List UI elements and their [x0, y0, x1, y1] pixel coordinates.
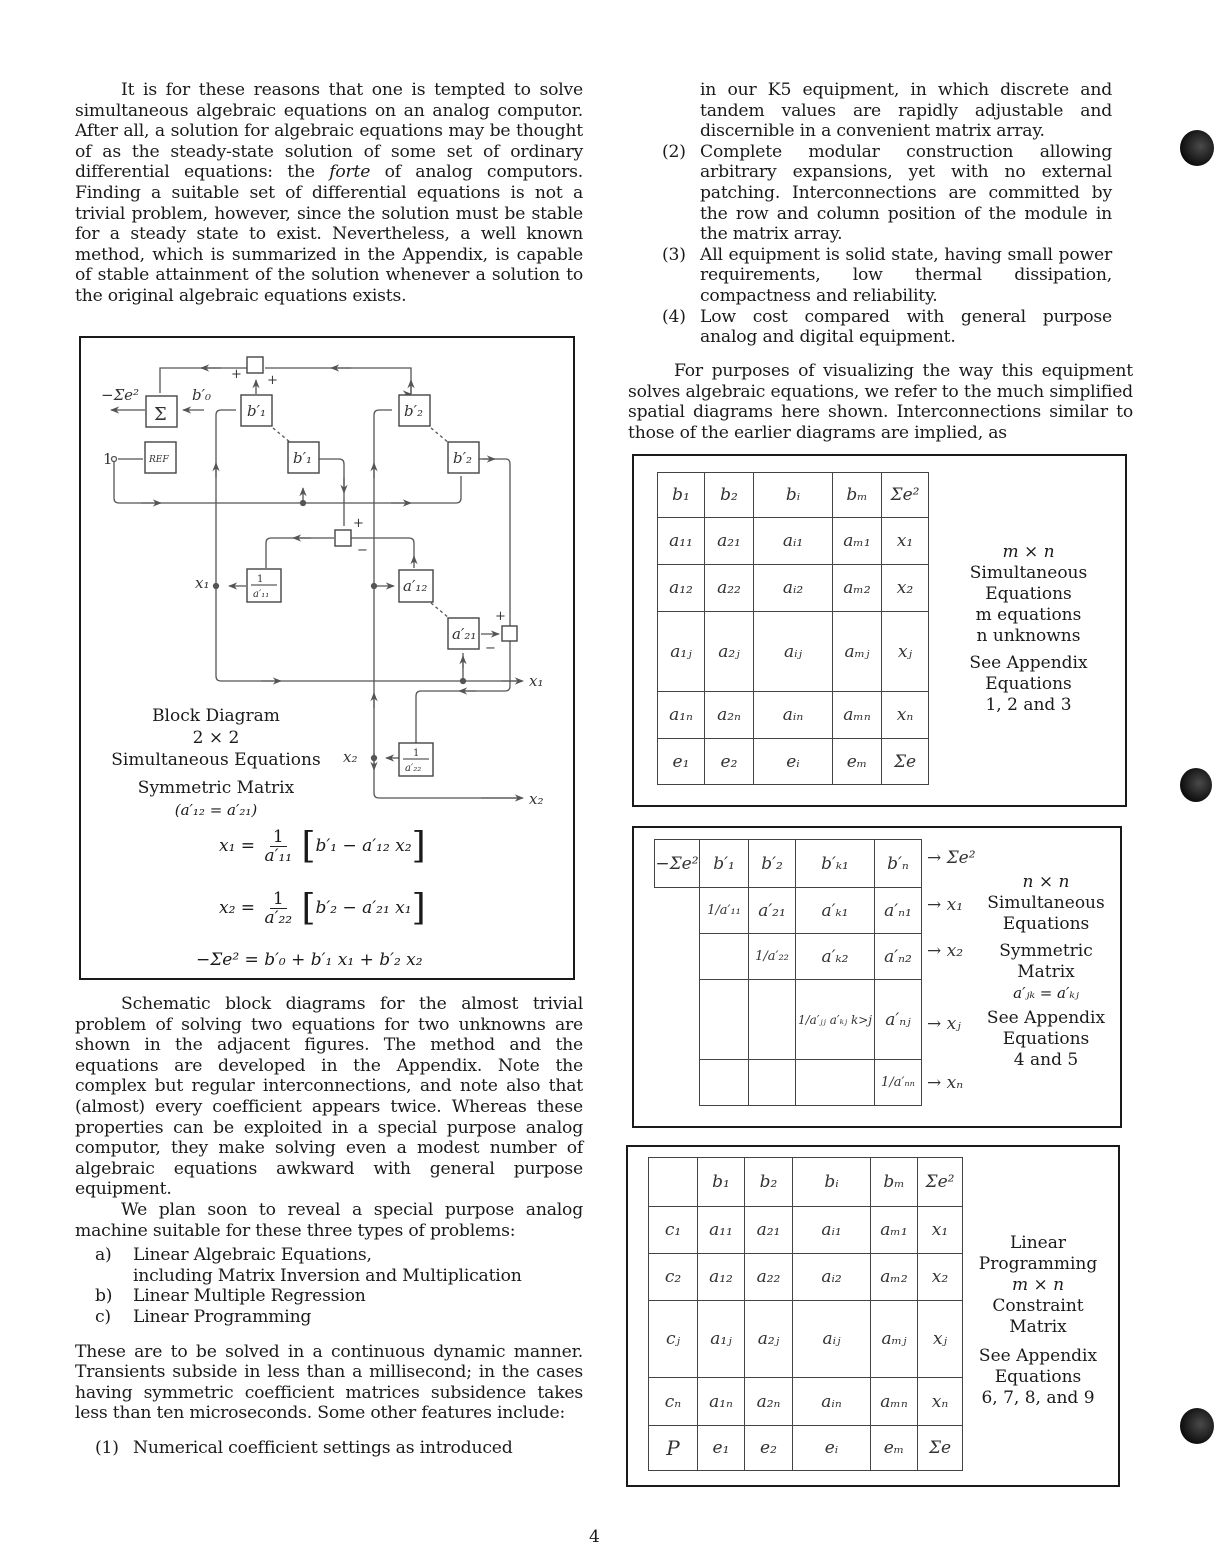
- table-row: [658, 565, 929, 612]
- matrix-cell: b′₂: [749, 840, 796, 888]
- svg-text:REF: REF: [149, 455, 169, 465]
- matrix-cell: aᵢⱼ: [793, 1301, 871, 1378]
- matrix-cell: aᵢₙ: [754, 692, 833, 739]
- table-row: [649, 1301, 963, 1378]
- matrix-mxn-description: m × n Simultaneous Equations m equations n unknowns See Appendix Equations 1, 2 and 3: [969, 542, 1088, 715]
- matrix-cell: [649, 1158, 698, 1207]
- matrix-cell: c₁: [649, 1207, 698, 1254]
- matrix-cell: a₁₂: [658, 565, 705, 612]
- svg-text:b′₁: b′₁: [293, 449, 313, 467]
- svg-text:x₂: x₂: [343, 748, 358, 766]
- matrix-cell: b₂: [705, 473, 754, 518]
- output-arrow: → Σe²: [927, 848, 976, 868]
- matrix-cell: 1/a′₁₁: [700, 888, 749, 934]
- neg-sum-e2-label: −Σe²: [101, 386, 140, 404]
- svg-text:1: 1: [103, 450, 113, 468]
- matrix-cell: Σe²: [882, 473, 929, 518]
- svg-text:b′₁: b′₁: [247, 402, 267, 420]
- table-row: [658, 739, 929, 785]
- matrix-cell: a₂₁: [745, 1207, 793, 1254]
- feature-item-3: (3) All equipment is solid state, having small power requirements, low thermal dissipation, compactness and reliability.: [662, 244, 1112, 306]
- matrix-cell: a₂ₙ: [745, 1378, 793, 1426]
- table-row: [658, 518, 929, 565]
- matrix-cell: aₘ₂: [871, 1254, 918, 1301]
- table-row: [658, 612, 929, 692]
- matrix-cell: 1/a′₂₂: [749, 934, 796, 980]
- output-arrow: → x₁: [927, 895, 964, 915]
- svg-text:b′₂: b′₂: [404, 402, 424, 420]
- matrix-cell: x₂: [918, 1254, 963, 1301]
- output-arrow: → xₙ: [927, 1073, 964, 1093]
- matrix-cell: [749, 1060, 796, 1106]
- left-column-top: [75, 80, 583, 307]
- matrix-cell-empty: [655, 888, 700, 934]
- table-row: [655, 888, 922, 934]
- right-column-top: [642, 80, 1112, 348]
- table-row: [649, 1254, 963, 1301]
- matrix-cell: bₘ: [871, 1158, 918, 1207]
- matrix-cell: a₂₂: [745, 1254, 793, 1301]
- matrix-cell: a₁ₙ: [698, 1378, 745, 1426]
- matrix-cell: x₂: [882, 565, 929, 612]
- matrix-cell: eᵢ: [793, 1426, 871, 1471]
- matrix-cell: aᵢ₂: [793, 1254, 871, 1301]
- matrix-cell: a₂ⱼ: [745, 1301, 793, 1378]
- equation-error: −Σe² = b′₀ + b′₁ x₁ + b′₂ x₂: [196, 950, 423, 970]
- matrix-cell: a′ₙ₁: [875, 888, 922, 934]
- svg-text:+: +: [231, 367, 242, 382]
- table-row: [649, 1378, 963, 1426]
- paragraph-visualizing: For purposes of visualizing the way this equipment solves algebraic equations, we refer to the much simplified spatial diagrams here shown. Interconnections similar to those of the earlier diagrams are implied, as: [628, 361, 1133, 443]
- matrix-cell: x₁: [882, 518, 929, 565]
- table-row: [658, 692, 929, 739]
- matrix-cell: aᵢ₁: [754, 518, 833, 565]
- table-row: [649, 1426, 963, 1471]
- svg-text:1: 1: [413, 748, 420, 759]
- matrix-cell: aᵢₙ: [793, 1378, 871, 1426]
- matrix-cell: a₁₂: [698, 1254, 745, 1301]
- matrix-cell-empty: [655, 1060, 700, 1106]
- svg-text:a′₂₁: a′₂₁: [452, 625, 477, 643]
- matrix-cell: [700, 980, 749, 1060]
- feature-item-1-cont: in our K5 equipment, in which discrete and tandem values are rapidly adjustable and discernible in a convenient matrix array.: [700, 80, 1112, 142]
- svg-text:Σ: Σ: [154, 404, 167, 425]
- output-arrow: → xⱼ: [927, 1014, 961, 1034]
- matrix-table-nxn: [654, 839, 922, 1106]
- binder-hole-icon: [1180, 768, 1212, 802]
- matrix-cell: e₂: [705, 739, 754, 785]
- matrix-cell: a₁₁: [658, 518, 705, 565]
- equation-x1: x₁ = $\frac{1}{\text{a′₁₁}}$ [b′₁ − a′₁₂ x₂]: [219, 825, 426, 867]
- problem-type-list: [75, 1245, 583, 1327]
- matrix-cell: a₂₂: [705, 565, 754, 612]
- matrix-cell: [700, 1060, 749, 1106]
- matrix-cell: aₘ₁: [833, 518, 882, 565]
- table-row: [658, 473, 929, 518]
- problem-item-c: c) Linear Programming: [95, 1306, 312, 1327]
- svg-text:a′₁₂: a′₁₂: [403, 577, 428, 595]
- matrix-cell: aₘₙ: [833, 692, 882, 739]
- matrix-cell: a′ₙ₂: [875, 934, 922, 980]
- matrix-cell: b′ₙ: [875, 840, 922, 888]
- matrix-cell: a₁ⱼ: [658, 612, 705, 692]
- matrix-cell: e₂: [745, 1426, 793, 1471]
- matrix-cell: aₘⱼ: [871, 1301, 918, 1378]
- svg-text:+: +: [353, 516, 364, 531]
- matrix-table-lp: [648, 1157, 963, 1471]
- feature-item-4: (4) Low cost compared with general purpose analog and digital equipment.: [662, 306, 1112, 348]
- matrix-cell: aᵢ₁: [793, 1207, 871, 1254]
- matrix-cell: b₁: [698, 1158, 745, 1207]
- matrix-cell: a₁₁: [698, 1207, 745, 1254]
- table-row: [649, 1158, 963, 1207]
- block-diagram-figure: [79, 336, 575, 980]
- problem-item-b: b) Linear Multiple Regression: [95, 1286, 366, 1307]
- matrix-cell: P: [649, 1426, 698, 1471]
- matrix-cell: a₂ₙ: [705, 692, 754, 739]
- matrix-cell: aₘ₁: [871, 1207, 918, 1254]
- right-column-para: [628, 361, 1133, 443]
- matrix-cell: a′₂₁: [749, 888, 796, 934]
- feature-item-2: (2) Complete modular construction allowing arbitrary expansions, yet with no external patching. Interconnections are committed by the row and column position of the module in the matrix array.: [662, 141, 1112, 245]
- svg-text:x₂: x₂: [529, 790, 544, 808]
- matrix-cell: xₙ: [918, 1378, 963, 1426]
- matrix-cell: b′₁: [700, 840, 749, 888]
- matrix-cell: cₙ: [649, 1378, 698, 1426]
- svg-text:a′₂₂: a′₂₂: [405, 763, 422, 774]
- page-number: 4: [589, 1527, 600, 1547]
- matrix-table-mxn: [657, 472, 929, 785]
- matrix-cell: e₁: [698, 1426, 745, 1471]
- svg-text:−: −: [485, 641, 496, 656]
- svg-text:+: +: [267, 373, 278, 388]
- matrix-cell: a′ₖ₂: [796, 934, 875, 980]
- block-diagram-caption: Block Diagram 2 × 2 Simultaneous Equations Symmetric Matrix (a′₁₂ = a′₂₁): [111, 706, 321, 819]
- matrix-cell: aₘₙ: [871, 1378, 918, 1426]
- matrix-cell: bₘ: [833, 473, 882, 518]
- matrix-cell: xⱼ: [882, 612, 929, 692]
- matrix-cell: eᵢ: [754, 739, 833, 785]
- matrix-nxn-description: n × n Simultaneous Equations Symmetric Matrix a′ⱼₖ = a′ₖⱼ See Appendix Equations 4 and 5: [986, 872, 1106, 1070]
- left-column-bottom: [75, 994, 583, 1458]
- matrix-cell: bᵢ: [754, 473, 833, 518]
- matrix-cell: xⱼ: [918, 1301, 963, 1378]
- matrix-figure-linear-programming: [626, 1145, 1120, 1487]
- matrix-cell: aₘ₂: [833, 565, 882, 612]
- paragraph-plan: We plan soon to reveal a special purpose analog machine suitable for these three types of problems:: [75, 1199, 583, 1241]
- paragraph-dynamic: These are to be solved in a continuous dynamic manner. Transients subside in less than a millisecond; in the cases having symmetric coefficient matrices subsidence takes less than ten microseconds. Some other features include:: [75, 1341, 583, 1424]
- svg-text:a′₁₁: a′₁₁: [253, 589, 270, 600]
- matrix-cell: a′ₖ₁: [796, 888, 875, 934]
- matrix-cell: eₘ: [871, 1426, 918, 1471]
- table-row: [649, 1207, 963, 1254]
- matrix-cell: xₙ: [882, 692, 929, 739]
- svg-text:−: −: [357, 543, 368, 558]
- matrix-cell: a₂ⱼ: [705, 612, 754, 692]
- problem-item-a-cont: including Matrix Inversion and Multiplication: [133, 1265, 522, 1286]
- output-arrow: → x₂: [927, 941, 964, 961]
- matrix-figure-nxn-symmetric: [632, 826, 1122, 1128]
- matrix-cell: bᵢ: [793, 1158, 871, 1207]
- binder-hole-icon: [1180, 130, 1214, 166]
- matrix-cell: 1/a′ⱼⱼ a′ₖⱼ k>j: [796, 980, 875, 1060]
- problem-item-a: a) Linear Algebraic Equations,: [95, 1245, 372, 1266]
- paragraph-intro: It is for these reasons that one is tempted to solve simultaneous algebraic equations on an analog computor. After all, a solution for algebraic equations may be thought of as the steady-state solution of some set of ordinary differential equations: the forte of analog computors. Finding a suitable set of differential equations is not a trivial problem, however, since the solution must be stable for a steady state to exist. Nevertheless, a well known method, which is summarized in the Appendix, is capable of stable attainment of the solution whenever a solution to the original algebraic equations exists.: [75, 80, 583, 306]
- matrix-cell: a₂₁: [705, 518, 754, 565]
- matrix-cell: Σe²: [918, 1158, 963, 1207]
- table-row: [655, 1060, 922, 1106]
- svg-text:x₁: x₁: [529, 672, 544, 690]
- matrix-cell: e₁: [658, 739, 705, 785]
- matrix-cell: −Σe²: [655, 840, 700, 888]
- matrix-figure-mxn: [632, 454, 1127, 807]
- matrix-cell: aᵢⱼ: [754, 612, 833, 692]
- matrix-cell: b′ₖ₁: [796, 840, 875, 888]
- matrix-cell: a₁ₙ: [658, 692, 705, 739]
- table-row: [655, 980, 922, 1060]
- matrix-cell: eₘ: [833, 739, 882, 785]
- matrix-cell: a₁ⱼ: [698, 1301, 745, 1378]
- binder-hole-icon: [1180, 1408, 1214, 1444]
- svg-text:+: +: [495, 609, 506, 624]
- svg-text:b′₂: b′₂: [453, 449, 473, 467]
- matrix-cell: [796, 1060, 875, 1106]
- matrix-cell: [700, 934, 749, 980]
- matrix-cell: [749, 980, 796, 1060]
- matrix-cell: aₘⱼ: [833, 612, 882, 692]
- table-row: [655, 934, 922, 980]
- matrix-cell-empty: [655, 934, 700, 980]
- matrix-cell: b₂: [745, 1158, 793, 1207]
- table-row: [655, 840, 922, 888]
- paragraph-schematic: Schematic block diagrams for the almost trivial problem of solving two equations for two unknowns are shown in the adjacent figures. The method and the equations are developed in the Appendix. Note the complex but regular interconnections, and note also that (almost) every coefficient appears twice. Whereas these properties can be exploited in a special purpose analog computor, they make solving even a modest number of algebraic equations awkward with general purpose equipment.: [75, 994, 583, 1200]
- svg-text:1: 1: [257, 574, 264, 585]
- svg-text:b′₀: b′₀: [192, 386, 212, 404]
- svg-text:x₁: x₁: [195, 574, 210, 592]
- matrix-lp-description: Linear Programming m × n Constraint Matrix See Appendix Equations 6, 7, 8, and 9: [978, 1233, 1098, 1408]
- equation-x2: x₂ = $\frac{1}{\text{a′₂₂}}$ [b′₂ − a′₂₁ x₁]: [219, 887, 426, 929]
- matrix-cell: x₁: [918, 1207, 963, 1254]
- matrix-cell: cⱼ: [649, 1301, 698, 1378]
- matrix-cell: c₂: [649, 1254, 698, 1301]
- matrix-cell: b₁: [658, 473, 705, 518]
- block-diagram-svg: [81, 338, 573, 978]
- matrix-cell: a′ₙⱼ: [875, 980, 922, 1060]
- matrix-cell: Σe: [918, 1426, 963, 1471]
- matrix-cell: Σe: [882, 739, 929, 785]
- matrix-cell-empty: [655, 980, 700, 1060]
- feature-item-1: (1) Numerical coefficient settings as introduced: [95, 1437, 513, 1458]
- matrix-cell: aᵢ₂: [754, 565, 833, 612]
- matrix-cell: 1/a′ₙₙ: [875, 1060, 922, 1106]
